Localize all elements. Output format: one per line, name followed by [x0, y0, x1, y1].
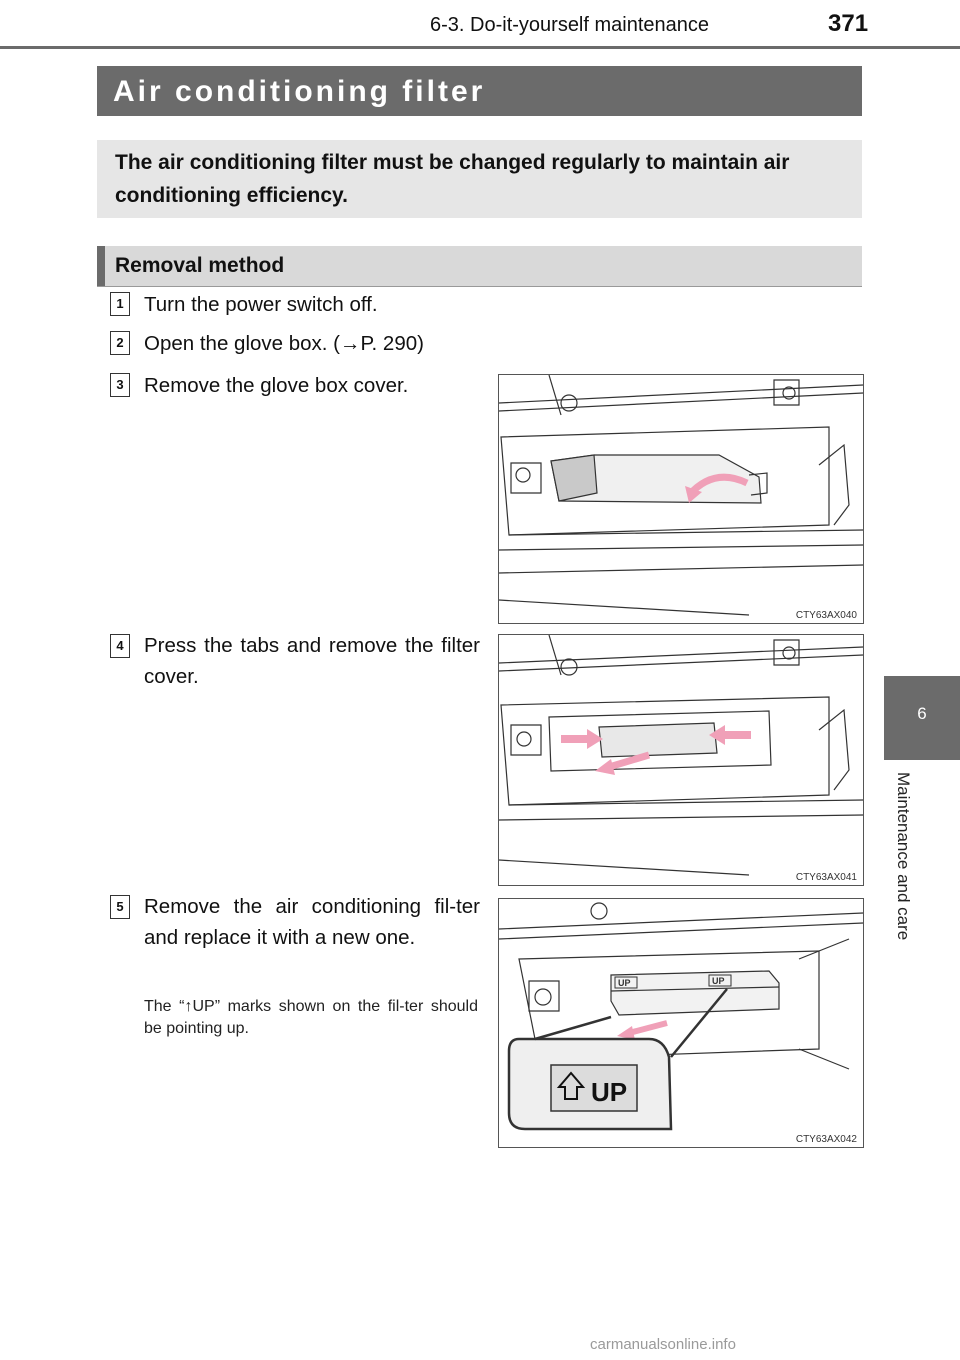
chapter-number: 6 [917, 704, 927, 723]
glove-box-cover-illustration [499, 375, 863, 623]
figure-code: CTY63AX041 [795, 872, 857, 883]
figure-filter-cover [498, 634, 864, 886]
subsection-accent [97, 246, 105, 286]
step-text: Open the glove box. (→P. 290) [144, 332, 424, 355]
filter-up-mark: UP [712, 976, 725, 986]
subsection-title: Removal method [115, 254, 285, 277]
step-text: Press the tabs and remove the filter cover. [144, 634, 480, 688]
figure-code: CTY63AX040 [795, 610, 857, 621]
running-header-section: 6-3. Do-it-yourself maintenance [430, 14, 710, 36]
step-text: Remove the air conditioning fil-ter and replace it with a new one. [144, 895, 480, 949]
page-title: Air conditioning filter [113, 75, 486, 108]
figure-glove-box-cover [498, 374, 864, 624]
figure-replace-filter [498, 898, 864, 1148]
intro-text: The air conditioning filter must be changed regularly to maintain air conditioning efficiency. [115, 151, 790, 207]
header-rule [0, 46, 960, 49]
intro-box [97, 140, 862, 218]
page-number: 371 [828, 10, 869, 37]
step-number: 4 [110, 634, 130, 658]
step-note: The “↑UP” marks shown on the fil-ter should be pointing up. [144, 998, 478, 1037]
filter-up-mark: UP [618, 978, 631, 988]
chapter-label: Maintenance and care [894, 772, 913, 941]
title-bar [97, 66, 862, 116]
filter-cover-illustration [499, 635, 863, 885]
figure-code: CTY63AX042 [795, 1134, 857, 1145]
watermark-footer: carmanualsonline.info [590, 1336, 736, 1353]
zoom-up-mark: UP [591, 1077, 628, 1107]
step-number: 3 [110, 373, 130, 397]
step-text: Remove the glove box cover. [144, 374, 409, 397]
chapter-label-container [889, 772, 929, 982]
step-number: 5 [110, 895, 130, 919]
subsection-bar [97, 246, 862, 286]
subsection-rule [97, 286, 862, 287]
replace-filter-illustration [499, 899, 863, 1147]
step-number: 2 [110, 331, 130, 355]
step-text: Turn the power switch off. [144, 293, 378, 316]
chapter-tab [884, 676, 960, 760]
step-number: 1 [110, 292, 130, 316]
